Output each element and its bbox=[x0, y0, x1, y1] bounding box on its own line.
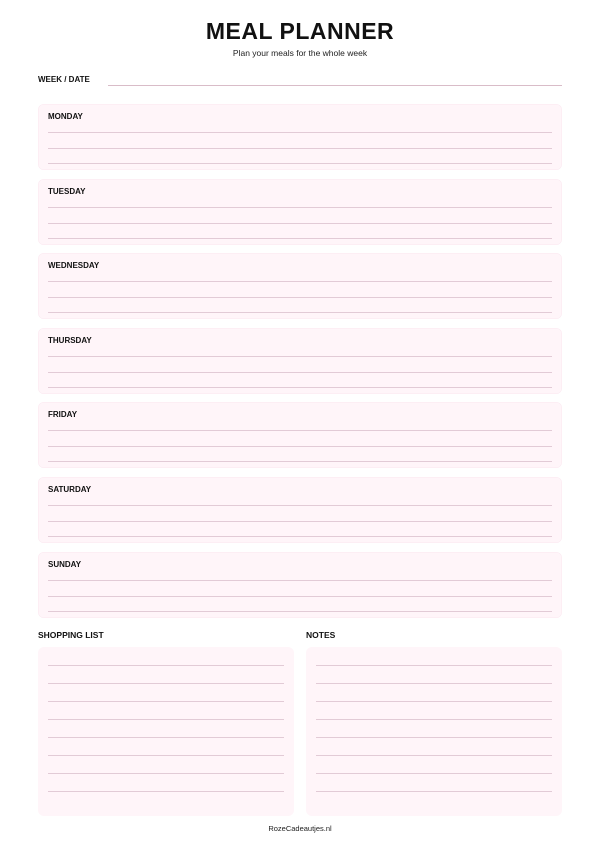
writing-line[interactable] bbox=[316, 791, 552, 792]
day-name: MONDAY bbox=[48, 112, 83, 121]
day-block bbox=[38, 104, 562, 170]
page-subtitle: Plan your meals for the whole week bbox=[232, 48, 368, 58]
shopping-list-box bbox=[38, 647, 294, 816]
writing-line[interactable] bbox=[48, 356, 552, 357]
day-name: SUNDAY bbox=[48, 559, 82, 569]
writing-line[interactable] bbox=[48, 132, 552, 133]
writing-line[interactable] bbox=[48, 223, 552, 224]
writing-line[interactable] bbox=[48, 665, 284, 666]
writing-line[interactable] bbox=[316, 737, 552, 738]
notes-box bbox=[306, 647, 562, 816]
writing-line[interactable] bbox=[48, 387, 552, 388]
writing-line[interactable] bbox=[48, 207, 552, 208]
shopping-list-label: SHOPPING LIST bbox=[38, 630, 104, 640]
notes-label: NOTES bbox=[306, 630, 336, 640]
writing-line[interactable] bbox=[48, 755, 284, 756]
writing-line[interactable] bbox=[48, 372, 552, 373]
day-block bbox=[38, 477, 562, 543]
writing-line[interactable] bbox=[48, 596, 552, 597]
day-block bbox=[38, 328, 562, 394]
week-date-line bbox=[108, 85, 562, 86]
day-name: WEDNESDAY bbox=[48, 261, 100, 271]
writing-line[interactable] bbox=[48, 521, 552, 522]
writing-line[interactable] bbox=[48, 773, 284, 774]
week-date-label: WEEK / DATE bbox=[38, 75, 90, 84]
day-block bbox=[38, 179, 562, 245]
writing-line[interactable] bbox=[48, 791, 284, 792]
writing-line[interactable] bbox=[48, 701, 284, 702]
writing-line[interactable] bbox=[48, 737, 284, 738]
day-block bbox=[38, 402, 562, 468]
writing-line[interactable] bbox=[48, 238, 552, 239]
writing-line[interactable] bbox=[48, 580, 552, 581]
writing-line[interactable] bbox=[48, 505, 552, 506]
writing-line[interactable] bbox=[48, 446, 552, 447]
writing-line[interactable] bbox=[316, 665, 552, 666]
writing-line[interactable] bbox=[48, 683, 284, 684]
day-name: SATURDAY bbox=[48, 484, 92, 494]
footer-website: RozeCadeautjes.nl bbox=[268, 824, 332, 833]
page-title: MEAL PLANNER bbox=[205, 18, 395, 44]
writing-line[interactable] bbox=[48, 297, 552, 298]
writing-line[interactable] bbox=[316, 773, 552, 774]
writing-line[interactable] bbox=[48, 461, 552, 462]
day-block bbox=[38, 552, 562, 618]
writing-line[interactable] bbox=[48, 312, 552, 313]
day-block bbox=[38, 253, 562, 319]
days-list bbox=[38, 104, 562, 626]
day-name: TUESDAY bbox=[48, 186, 86, 196]
writing-line[interactable] bbox=[48, 163, 552, 164]
day-name: THURSDAY bbox=[48, 335, 92, 345]
writing-line[interactable] bbox=[48, 611, 552, 612]
writing-line[interactable] bbox=[48, 148, 552, 149]
writing-line[interactable] bbox=[316, 701, 552, 702]
writing-line[interactable] bbox=[316, 683, 552, 684]
writing-line[interactable] bbox=[316, 755, 552, 756]
day-name: FRIDAY bbox=[48, 410, 78, 420]
writing-line[interactable] bbox=[48, 430, 552, 431]
writing-line[interactable] bbox=[48, 536, 552, 537]
writing-line[interactable] bbox=[316, 719, 552, 720]
writing-line[interactable] bbox=[48, 281, 552, 282]
writing-line[interactable] bbox=[48, 719, 284, 720]
